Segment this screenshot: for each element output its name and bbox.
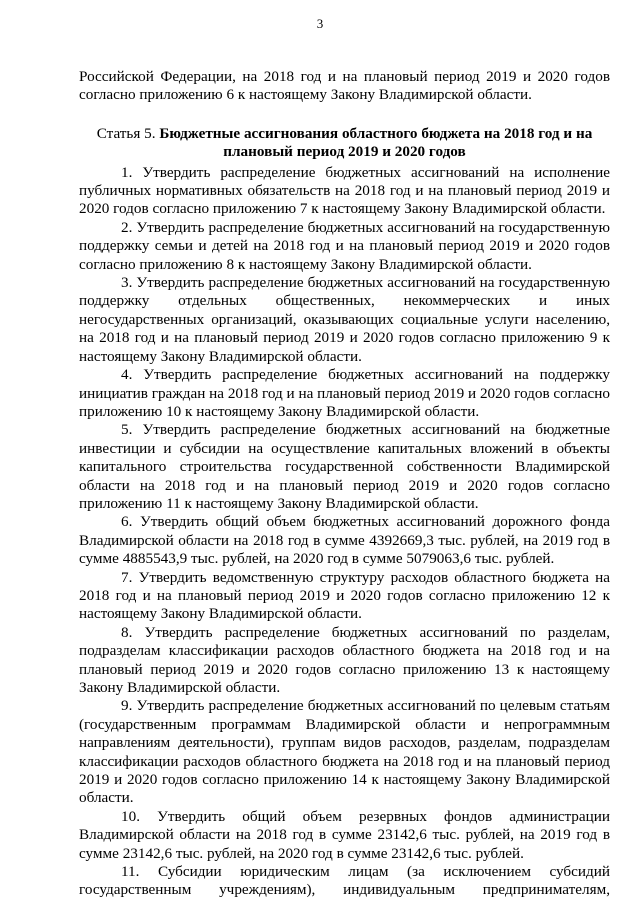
paragraph-2: 2. Утвердить распределение бюджетных ассигнований на государственную поддержку семьи и детей на 2018 год и на плановый период 2019 и 2020 годов согласно приложению 8 к настоящему Закону Владимирской области. (79, 218, 610, 273)
paragraph-10: 10. Утвердить общий объем резервных фондов администрации Владимирской области на 2018 год в сумме 23142,6 тыс. рублей, на 2019 год в сумме 23142,6 тыс. рублей, на 2020 год в сумме 23142,6 тыс. рублей. (79, 807, 610, 862)
article-title: Бюджетные ассигнования областного бюджета на 2018 год и на плановый период 2019 и 2020 годов (159, 124, 593, 161)
paragraph-1: 1. Утвердить распределение бюджетных ассигнований на исполнение публичных нормативных обязательств на 2018 год и на плановый период 2019 и 2020 годов согласно приложению 7 к настоящему Закону Владимирской области. (79, 163, 610, 218)
paragraph-7: 7. Утвердить ведомственную структуру расходов областного бюджета на 2018 год и на плановый период 2019 и 2020 годов согласно приложению 12 к настоящему Закону Владимирской области. (79, 568, 610, 623)
page-number: 3 (316, 16, 324, 31)
paragraph-5: 5. Утвердить распределение бюджетных ассигнований на бюджетные инвестиции и субсидии на осуществление капитальных вложений в объекты капитального строительства государственной собственности Владимирской области на 2018 год и на плановый период 2019 и 2020 годов согласно приложению 11 к настоящему Закону Владимирской области. (79, 421, 610, 512)
document-body (79, 68, 610, 900)
article-heading (79, 125, 610, 162)
paragraph-3: 3. Утвердить распределение бюджетных ассигнований на государственную поддержку отдельных общественных, некоммерческих и иных негосударственных организаций, оказывающих социальные услуги населению, на 2018 год и на плановый период 2019 и 2020 годов согласно приложению 9 к настоящему Закону Владимирской области. (79, 274, 610, 365)
intro-paragraph: Российской Федерации, на 2018 год и на плановый период 2019 и 2020 годов согласно приложению 6 к настоящему Закону Владимирской области. (79, 68, 610, 104)
paragraph-8: 8. Утвердить распределение бюджетных ассигнований по разделам, подразделам классификации расходов областного бюджета на 2018 год и на плановый период 2019 и 2020 годов согласно приложению 13 к настоящему Закону Владимирской области. (79, 623, 610, 696)
paragraph-11: 11. Субсидии юридическим лицам (за исключением субсидий государственным учреждениям), индивидуальным предпринимателям, (79, 863, 610, 899)
paragraph-9: 9. Утвердить распределение бюджетных ассигнований по целевым статьям (государственным программам Владимирской области и непрограммным направлениям деятельности), группам видов расходов, разделам, подразделам классификации расходов областного бюджета на 2018 год и на плановый период 2019 и 2020 годов согласно приложению 14 к настоящему Закону Владимирской области. (79, 697, 610, 807)
article-prefix: Статья 5. (96, 124, 156, 142)
paragraph-6: 6. Утвердить общий объем бюджетных ассигнований дорожного фонда Владимирской области на 2018 год в сумме 4392669,3 тыс. рублей, на 2019 год в сумме 4885543,9 тыс. рублей, на 2020 год в сумме 5079063,6 тыс. рублей. (79, 513, 610, 568)
paragraph-4: 4. Утвердить распределение бюджетных ассигнований на поддержку инициатив граждан на 2018 год и на плановый период 2019 и 2020 годов согласно приложению 10 к настоящему Закону Владимирской области. (79, 366, 611, 420)
